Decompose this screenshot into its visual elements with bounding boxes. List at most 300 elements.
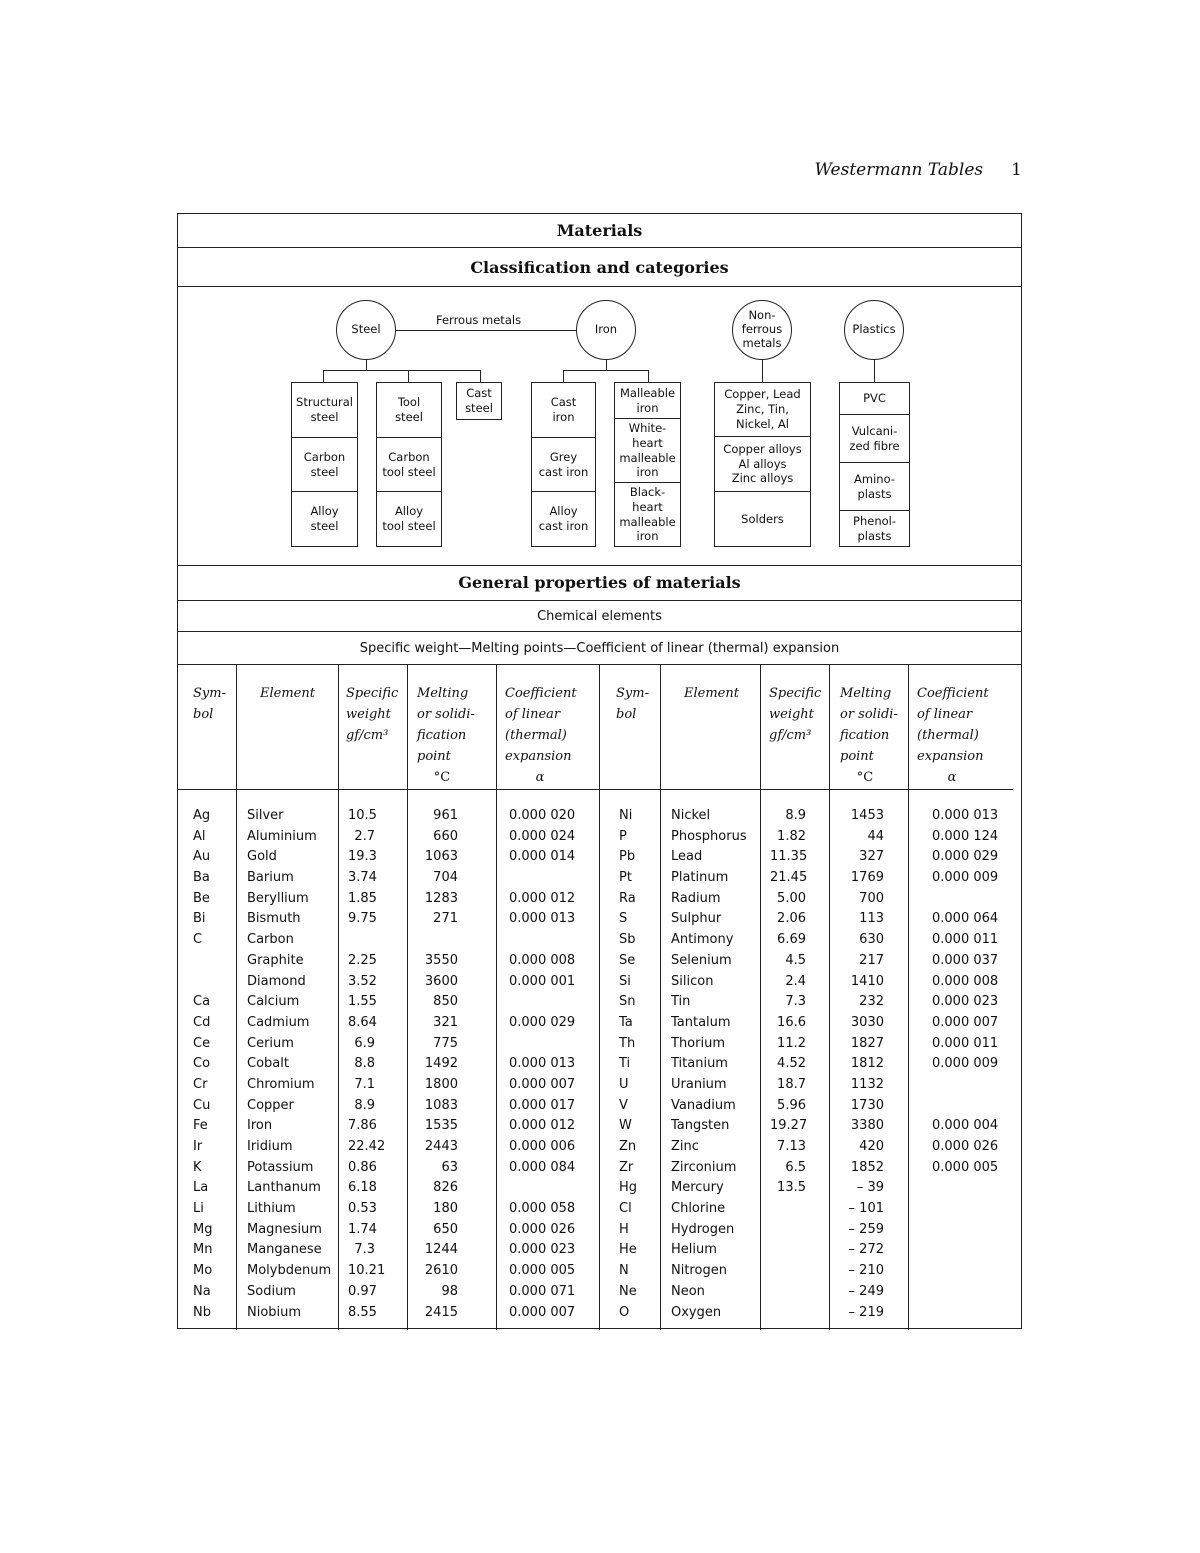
right-symbol-cell: Sn bbox=[619, 994, 636, 1010]
right-symbol-cell: N bbox=[619, 1263, 629, 1279]
left-element-cell: Chromium bbox=[247, 1076, 315, 1092]
right-weight-cell: 6.69 bbox=[777, 932, 806, 948]
left-melting-cell: 3550 bbox=[424, 952, 458, 968]
header-melting-text-2: Melting or solidi- fication point bbox=[840, 686, 898, 764]
right-element-cell: Hydrogen bbox=[671, 1221, 735, 1237]
right-symbol-cell: Th bbox=[619, 1035, 636, 1051]
left-element-cell: Lithium bbox=[247, 1201, 296, 1217]
right-melting-cell: – 249 bbox=[848, 1283, 884, 1299]
right-melting-cell: 113 bbox=[859, 911, 884, 927]
right-coef-cell: 0.000 013 bbox=[932, 808, 999, 823]
header-weight: Specific weight gf/cm³ bbox=[346, 686, 399, 743]
right-coef-cell: 0.000 023 bbox=[932, 994, 999, 1010]
left-element-cell: Bismuth bbox=[247, 911, 301, 927]
right-weight-cell: 8.9 bbox=[785, 808, 806, 823]
right-melting-cell: – 210 bbox=[848, 1263, 884, 1279]
left-melting-cell: 1800 bbox=[424, 1076, 458, 1092]
branch-drop bbox=[480, 370, 481, 382]
left-coef-cell: 0.000 017 bbox=[509, 1097, 576, 1113]
right-element-cell: Uranium bbox=[671, 1076, 727, 1092]
right-symbol-cell: He bbox=[619, 1242, 637, 1258]
right-symbol-cell: O bbox=[619, 1304, 630, 1320]
right-symbol-cell: Sb bbox=[619, 932, 636, 948]
ferrous-metals-label: Ferrous metals bbox=[436, 313, 522, 327]
right-melting-cell: 1453 bbox=[850, 808, 884, 823]
right-melting-cell: 1852 bbox=[850, 1159, 884, 1175]
right-element-cell: Neon bbox=[671, 1283, 705, 1299]
right-symbol-cell: V bbox=[619, 1097, 628, 1113]
left-symbol-cell: Ce bbox=[193, 1035, 211, 1051]
left-weight-cell: 3.52 bbox=[348, 973, 377, 989]
right-coef-cell: 0.000 124 bbox=[932, 828, 999, 844]
left-element-cell: Barium bbox=[247, 870, 294, 886]
right-melting-cell: 217 bbox=[859, 952, 884, 968]
table-row bbox=[178, 1034, 1023, 1055]
left-melting-cell: 650 bbox=[433, 1221, 458, 1237]
running-header bbox=[814, 160, 1022, 180]
right-element-cell: Phosphorus bbox=[671, 828, 747, 844]
box-base-metals: Copper, Lead Zinc, Tin, Nickel, Al bbox=[715, 383, 810, 437]
left-symbol-cell: Li bbox=[193, 1201, 204, 1217]
table-row bbox=[178, 1013, 1023, 1034]
table-row bbox=[178, 1158, 1023, 1179]
table-row bbox=[178, 1178, 1023, 1199]
branch-drop bbox=[648, 370, 649, 382]
left-coef-cell: 0.000 020 bbox=[509, 808, 576, 823]
structural-steel-column bbox=[291, 382, 358, 547]
right-element-cell: Radium bbox=[671, 890, 721, 906]
left-coef-cell: 0.000 013 bbox=[509, 911, 576, 927]
right-element-cell: Sulphur bbox=[671, 911, 722, 927]
left-element-cell: Silver bbox=[247, 808, 284, 823]
right-weight-cell: 1.82 bbox=[777, 828, 806, 844]
header-melting-text: Melting or solidi- fication point bbox=[417, 686, 475, 764]
right-element-cell: Tantalum bbox=[671, 1014, 731, 1030]
right-weight-cell: 7.13 bbox=[777, 1139, 806, 1154]
right-coef-cell: 0.000 064 bbox=[932, 911, 999, 927]
right-melting-cell: 630 bbox=[859, 932, 884, 948]
box-carbon-tool-steel: Carbon tool steel bbox=[377, 438, 441, 492]
table-row bbox=[178, 951, 1023, 972]
right-element-cell: Helium bbox=[671, 1242, 717, 1258]
elements-table bbox=[178, 665, 1023, 1330]
left-coef-cell: 0.000 005 bbox=[509, 1263, 576, 1279]
right-symbol-cell: P bbox=[619, 828, 627, 844]
right-melting-cell: 44 bbox=[867, 828, 884, 844]
left-element-cell: Cerium bbox=[247, 1035, 294, 1051]
right-melting-cell: 420 bbox=[859, 1139, 884, 1154]
left-melting-cell: 850 bbox=[433, 994, 458, 1010]
nonferrous-column bbox=[714, 382, 811, 547]
table-row bbox=[178, 1261, 1023, 1282]
box-black-heart: Black- heart malleable iron bbox=[619, 484, 676, 544]
right-melting-cell: – 219 bbox=[848, 1304, 884, 1320]
right-weight-cell: 5.00 bbox=[777, 890, 806, 906]
header-rule bbox=[178, 789, 1013, 790]
left-symbol-cell: C bbox=[193, 932, 203, 948]
left-coef-cell: 0.000 024 bbox=[509, 828, 576, 844]
left-symbol-cell: Ag bbox=[193, 808, 211, 823]
table-row bbox=[178, 1054, 1023, 1075]
right-melting-cell: 1132 bbox=[850, 1076, 884, 1092]
box-malleable-iron: Malleable iron bbox=[615, 383, 680, 419]
box-alloys: Copper alloys Al alloys Zinc alloys bbox=[715, 437, 810, 492]
header-melting-unit-2: °C bbox=[856, 770, 874, 785]
right-melting-cell: – 259 bbox=[848, 1221, 884, 1237]
box-alloy-tool-steel: Alloy tool steel bbox=[382, 504, 436, 533]
left-element-cell: Carbon bbox=[247, 932, 294, 948]
left-melting-cell: 1244 bbox=[424, 1242, 458, 1258]
left-melting-cell: 1535 bbox=[424, 1118, 458, 1134]
left-element-cell: Calcium bbox=[247, 994, 300, 1010]
left-weight-cell: 0.53 bbox=[348, 1201, 377, 1217]
box-grey-cast-iron: Grey cast iron bbox=[532, 438, 595, 492]
left-element-cell: Iridium bbox=[247, 1139, 293, 1154]
box-vulcanized-fibre: Vulcani- zed fibre bbox=[840, 415, 909, 463]
header-melting bbox=[417, 683, 497, 788]
left-weight-cell: 0.97 bbox=[348, 1283, 377, 1299]
left-melting-cell: 1283 bbox=[424, 890, 458, 906]
right-symbol-cell: Zr bbox=[619, 1159, 634, 1175]
left-melting-cell: 826 bbox=[433, 1180, 458, 1196]
header-coef-2 bbox=[917, 683, 1012, 788]
general-properties-title: General properties of materials bbox=[178, 565, 1021, 601]
malleable-iron-column bbox=[614, 382, 681, 547]
left-weight-cell: 2.7 bbox=[354, 828, 375, 844]
table-row bbox=[178, 930, 1023, 951]
right-symbol-cell: Pt bbox=[619, 870, 632, 886]
left-weight-cell: 1.85 bbox=[348, 890, 377, 906]
box-pvc: PVC bbox=[840, 383, 909, 415]
left-weight-cell: 8.9 bbox=[354, 1097, 375, 1113]
left-weight-cell: 7.3 bbox=[354, 1242, 375, 1258]
right-element-cell: Thorium bbox=[671, 1035, 725, 1051]
box-carbon-steel: Carbon steel bbox=[292, 438, 357, 492]
right-element-cell: Chlorine bbox=[671, 1201, 726, 1217]
right-element-cell: Platinum bbox=[671, 870, 729, 886]
header-coef-unit-2: α bbox=[947, 770, 957, 785]
header-coef-text-2: Coefficient of linear (thermal) expansion bbox=[917, 686, 989, 764]
left-melting-cell: 660 bbox=[433, 828, 458, 844]
header-coef-text: Coefficient of linear (thermal) expansion bbox=[505, 686, 577, 764]
left-symbol-cell: Mg bbox=[193, 1221, 213, 1237]
right-weight-cell: 4.5 bbox=[785, 952, 806, 968]
right-coef-cell: 0.000 007 bbox=[932, 1014, 999, 1030]
classification-title: Classification and categories bbox=[178, 248, 1021, 287]
left-melting-cell: 1492 bbox=[424, 1056, 458, 1072]
left-coef-cell: 0.000 058 bbox=[509, 1201, 576, 1217]
left-coef-cell: 0.000 006 bbox=[509, 1139, 576, 1154]
left-coef-cell: 0.000 012 bbox=[509, 890, 576, 906]
left-melting-cell: 63 bbox=[441, 1159, 458, 1175]
table-row bbox=[178, 1240, 1023, 1261]
box-solders: Solders bbox=[741, 511, 784, 526]
left-weight-cell: 1.55 bbox=[348, 994, 377, 1010]
left-melting-cell: 2610 bbox=[424, 1263, 458, 1279]
right-symbol-cell: Se bbox=[619, 952, 636, 968]
right-element-cell: Nickel bbox=[671, 808, 711, 823]
left-melting-cell: 321 bbox=[433, 1014, 458, 1030]
left-symbol-cell: Ba bbox=[193, 870, 210, 886]
left-coef-cell: 0.000 013 bbox=[509, 1056, 576, 1072]
right-symbol-cell: W bbox=[619, 1118, 632, 1134]
left-element-cell: Sodium bbox=[247, 1283, 296, 1299]
left-symbol-cell: Fe bbox=[193, 1118, 208, 1134]
right-symbol-cell: Cl bbox=[619, 1201, 632, 1217]
left-element-cell: Copper bbox=[247, 1097, 294, 1113]
left-melting-cell: 2415 bbox=[424, 1304, 458, 1320]
right-melting-cell: 1410 bbox=[850, 973, 884, 989]
right-element-cell: Tangsten bbox=[671, 1118, 730, 1134]
right-coef-cell: 0.000 004 bbox=[932, 1118, 999, 1134]
table-row bbox=[178, 1282, 1023, 1303]
left-element-cell: Potassium bbox=[247, 1159, 314, 1175]
box-phenoplasts: Phenol- plasts bbox=[853, 513, 896, 543]
left-weight-cell: 3.74 bbox=[348, 870, 377, 886]
right-coef-cell: 0.000 009 bbox=[932, 1056, 999, 1072]
left-weight-cell: 8.55 bbox=[348, 1304, 377, 1320]
left-melting-cell: 271 bbox=[433, 911, 458, 927]
header-element-2: Element bbox=[684, 686, 739, 701]
right-melting-cell: 1812 bbox=[850, 1056, 884, 1072]
left-symbol-cell: Au bbox=[193, 849, 211, 865]
left-element-cell: Beryllium bbox=[247, 890, 309, 906]
right-symbol-cell: Ne bbox=[619, 1283, 637, 1299]
left-element-cell: Diamond bbox=[247, 973, 306, 989]
right-element-cell: Antimony bbox=[671, 932, 734, 948]
table-row bbox=[178, 1137, 1023, 1158]
right-element-cell: Lead bbox=[671, 849, 703, 865]
left-symbol-cell: Al bbox=[193, 828, 206, 844]
right-symbol-cell: Ra bbox=[619, 890, 636, 906]
right-weight-cell: 13.5 bbox=[777, 1180, 806, 1196]
left-symbol-cell: Na bbox=[193, 1283, 211, 1299]
cast-iron-column bbox=[531, 382, 596, 547]
left-weight-cell: 6.18 bbox=[348, 1180, 377, 1196]
left-melting-cell: 1083 bbox=[424, 1097, 458, 1113]
right-symbol-cell: Pb bbox=[619, 849, 636, 865]
left-element-cell: Niobium bbox=[247, 1304, 302, 1320]
table-row bbox=[178, 889, 1023, 910]
right-melting-cell: 232 bbox=[859, 994, 884, 1010]
cast-steel-column bbox=[456, 382, 502, 420]
table-row bbox=[178, 1116, 1023, 1137]
iron-node: Iron bbox=[576, 300, 636, 360]
table-row bbox=[178, 806, 1023, 827]
materials-frame bbox=[177, 213, 1022, 1329]
right-coef-cell: 0.000 011 bbox=[932, 932, 999, 948]
left-element-cell: Magnesium bbox=[247, 1221, 322, 1237]
box-cast-iron: Cast iron bbox=[532, 383, 595, 438]
left-coef-cell: 0.000 001 bbox=[509, 973, 576, 989]
right-element-cell: Tin bbox=[671, 994, 691, 1010]
left-symbol-cell: Bi bbox=[193, 911, 206, 927]
right-melting-cell: 327 bbox=[859, 849, 884, 865]
table-body bbox=[178, 806, 1023, 1323]
branch-drop bbox=[563, 370, 564, 382]
left-element-cell: Iron bbox=[247, 1118, 273, 1134]
table-row bbox=[178, 1075, 1023, 1096]
left-symbol-cell: Ir bbox=[193, 1139, 203, 1154]
right-symbol-cell: U bbox=[619, 1076, 629, 1092]
table-row bbox=[178, 847, 1023, 868]
right-melting-cell: 3380 bbox=[850, 1118, 884, 1134]
right-symbol-cell: H bbox=[619, 1221, 629, 1237]
table-row bbox=[178, 992, 1023, 1013]
left-melting-cell: 704 bbox=[433, 870, 458, 886]
right-element-cell: Vanadium bbox=[671, 1097, 736, 1113]
branch-drop bbox=[408, 370, 409, 382]
left-element-cell: Gold bbox=[247, 849, 277, 865]
right-symbol-cell: Si bbox=[619, 973, 631, 989]
left-melting-cell: 180 bbox=[433, 1201, 458, 1217]
right-element-cell: Silicon bbox=[671, 973, 714, 989]
right-element-cell: Nitrogen bbox=[671, 1263, 727, 1279]
left-weight-cell: 10.5 bbox=[348, 808, 377, 823]
left-coef-cell: 0.000 029 bbox=[509, 1014, 576, 1030]
right-symbol-cell: Ta bbox=[619, 1014, 633, 1030]
left-element-cell: Aluminium bbox=[247, 828, 317, 844]
right-element-cell: Zinc bbox=[671, 1139, 699, 1154]
right-coef-cell: 0.000 005 bbox=[932, 1159, 999, 1175]
left-weight-cell: 1.74 bbox=[348, 1221, 377, 1237]
header-weight-2: Specific weight gf/cm³ bbox=[769, 686, 822, 743]
nonferrous-node: Non- ferrous metals bbox=[732, 300, 792, 360]
left-coef-cell: 0.000 023 bbox=[509, 1242, 576, 1258]
table-row bbox=[178, 1096, 1023, 1117]
left-weight-cell: 0.86 bbox=[348, 1159, 377, 1175]
right-element-cell: Oxygen bbox=[671, 1304, 722, 1320]
left-coef-cell: 0.000 014 bbox=[509, 849, 576, 865]
left-symbol-cell: Mn bbox=[193, 1242, 213, 1258]
right-coef-cell: 0.000 011 bbox=[932, 1035, 999, 1051]
box-tool-steel: Tool steel bbox=[377, 383, 441, 438]
right-weight-cell: 21.45 bbox=[770, 870, 808, 886]
right-melting-cell: – 39 bbox=[856, 1180, 884, 1196]
left-coef-cell: 0.000 071 bbox=[509, 1283, 576, 1299]
table-row bbox=[178, 972, 1023, 993]
table-row bbox=[178, 1199, 1023, 1220]
right-symbol-cell: S bbox=[619, 911, 628, 927]
right-weight-cell: 6.5 bbox=[785, 1159, 806, 1175]
plastics-column bbox=[839, 382, 910, 547]
right-weight-cell: 5.96 bbox=[777, 1097, 806, 1113]
box-structural-steel: Structural steel bbox=[292, 383, 357, 438]
left-melting-cell: 775 bbox=[433, 1035, 458, 1051]
table-row bbox=[178, 909, 1023, 930]
left-weight-cell: 22.42 bbox=[348, 1139, 386, 1154]
left-melting-cell: 98 bbox=[441, 1283, 458, 1299]
header-coef bbox=[505, 683, 600, 788]
right-melting-cell: 700 bbox=[859, 890, 884, 906]
right-symbol-cell: Ni bbox=[619, 808, 633, 823]
left-element-cell: Manganese bbox=[247, 1242, 322, 1258]
table-row bbox=[178, 868, 1023, 889]
right-symbol-cell: Hg bbox=[619, 1180, 638, 1196]
left-weight-cell: 10.21 bbox=[348, 1263, 386, 1279]
right-weight-cell: 7.3 bbox=[785, 994, 806, 1010]
left-weight-cell: 8.8 bbox=[354, 1056, 375, 1072]
right-weight-cell: 2.06 bbox=[777, 911, 806, 927]
right-weight-cell: 11.2 bbox=[777, 1035, 806, 1051]
left-coef-cell: 0.000 007 bbox=[509, 1076, 576, 1092]
left-weight-cell: 6.9 bbox=[354, 1035, 375, 1051]
left-symbol-cell: K bbox=[193, 1159, 202, 1175]
right-weight-cell: 16.6 bbox=[777, 1014, 806, 1030]
box-cast-steel: Cast steel bbox=[465, 386, 493, 415]
left-weight-cell: 2.25 bbox=[348, 952, 377, 968]
box-alloy-cast-iron: Alloy cast iron bbox=[538, 504, 589, 533]
left-melting-cell: 3600 bbox=[424, 973, 458, 989]
right-weight-cell: 2.4 bbox=[785, 973, 806, 989]
left-symbol-cell: Ca bbox=[193, 994, 211, 1010]
right-coef-cell: 0.000 009 bbox=[932, 870, 999, 886]
left-element-cell: Cadmium bbox=[247, 1014, 310, 1030]
right-coef-cell: 0.000 037 bbox=[932, 952, 999, 968]
right-melting-cell: 1827 bbox=[850, 1035, 884, 1051]
left-weight-cell: 19.3 bbox=[348, 849, 377, 865]
table-row bbox=[178, 827, 1023, 848]
right-melting-cell: – 101 bbox=[848, 1201, 884, 1217]
left-melting-cell: 2443 bbox=[424, 1139, 458, 1154]
right-coef-cell: 0.000 029 bbox=[932, 849, 999, 865]
steel-node: Steel bbox=[336, 300, 396, 360]
page-number: 1 bbox=[1011, 160, 1022, 180]
properties-subtitle: Specific weight—Melting points—Coefficient of linear (thermal) expansion bbox=[178, 632, 1021, 665]
left-melting-cell: 1063 bbox=[424, 849, 458, 865]
right-element-cell: Mercury bbox=[671, 1180, 724, 1196]
materials-title: Materials bbox=[178, 214, 1021, 248]
right-element-cell: Zirconium bbox=[671, 1159, 737, 1175]
branch-drop bbox=[323, 370, 324, 382]
left-symbol-cell: Co bbox=[193, 1056, 211, 1072]
nonferrous-stem bbox=[762, 358, 763, 382]
steel-branch bbox=[323, 370, 481, 371]
left-element-cell: Cobalt bbox=[247, 1056, 289, 1072]
header-coef-unit: α bbox=[535, 770, 545, 785]
right-melting-cell: – 272 bbox=[848, 1242, 884, 1258]
left-symbol-cell: Cr bbox=[193, 1076, 208, 1092]
right-melting-cell: 3030 bbox=[850, 1014, 884, 1030]
left-symbol-cell: Cd bbox=[193, 1014, 211, 1030]
chemical-elements-title: Chemical elements bbox=[178, 601, 1021, 632]
left-weight-cell: 8.64 bbox=[348, 1014, 377, 1030]
right-melting-cell: 1730 bbox=[850, 1097, 884, 1113]
right-symbol-cell: Ti bbox=[619, 1056, 631, 1072]
right-coef-cell: 0.000 008 bbox=[932, 973, 999, 989]
left-symbol-cell: Cu bbox=[193, 1097, 211, 1113]
right-weight-cell: 19.27 bbox=[770, 1118, 808, 1134]
header-symbol: Sym- bol bbox=[193, 686, 226, 722]
right-melting-cell: 1769 bbox=[850, 870, 884, 886]
left-element-cell: Graphite bbox=[247, 952, 304, 968]
left-coef-cell: 0.000 008 bbox=[509, 952, 576, 968]
plastics-node: Plastics bbox=[844, 300, 904, 360]
left-melting-cell: 961 bbox=[433, 808, 458, 823]
box-white-heart: White- heart malleable iron bbox=[615, 419, 680, 483]
ferrous-link-line bbox=[396, 330, 578, 331]
left-symbol-cell: Nb bbox=[193, 1304, 211, 1320]
left-coef-cell: 0.000 007 bbox=[509, 1304, 576, 1320]
tool-steel-column bbox=[376, 382, 442, 547]
classification-diagram bbox=[178, 286, 1023, 564]
left-element-cell: Lanthanum bbox=[247, 1180, 321, 1196]
right-element-cell: Titanium bbox=[671, 1056, 728, 1072]
book-title: Westermann Tables bbox=[814, 160, 984, 180]
box-alloy-steel: Alloy steel bbox=[310, 504, 339, 533]
right-weight-cell: 4.52 bbox=[777, 1056, 806, 1072]
left-symbol-cell: Mo bbox=[193, 1263, 213, 1279]
